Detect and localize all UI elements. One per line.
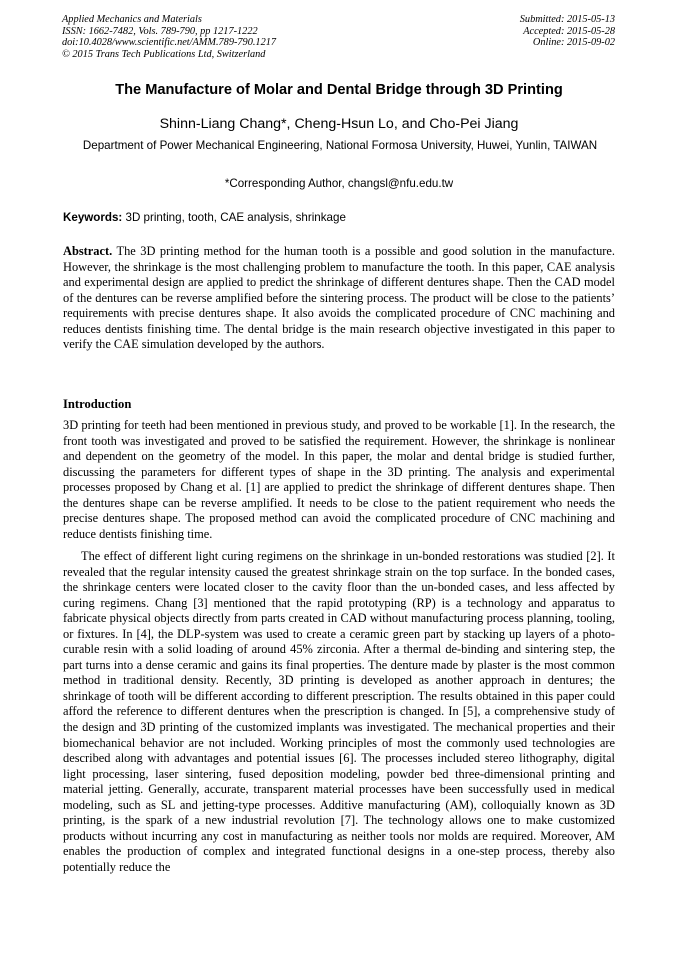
accepted-date: Accepted: 2015-05-28 xyxy=(523,25,615,37)
online-date: Online: 2015-09-02 xyxy=(532,37,615,49)
abstract-text: The 3D printing method for the human tooth is a possible and good solution in the manufacture. However, the shrinkage is the most challenging problem to manufacture the tooth. In this paper, CAE analysis and experimental design are applied to predict the shrinkage of different dentures shape. Then the CAD model of the dentures can be reverse amplified before the sintering process. The product will be close to the patients’ requirements with precise dentures shape. It also avoids the complicated procedure of CNC machining and reduces dentists finishing time. The dental bridge is the main research objective investigated in this paper to verify the CAE simulation developed by the authors. xyxy=(63,244,615,352)
author-list: Shinn-Liang Chang*, Cheng-Hsun Lo, and Cho-Pei Jiang xyxy=(159,116,519,132)
doi-line: doi:10.4028/www.scientific.net/AMM.789-790.1217 xyxy=(62,37,277,49)
keywords-label: Keywords: xyxy=(63,211,123,224)
section-heading-introduction: Introduction xyxy=(63,397,132,411)
keywords-text: 3D printing, tooth, CAE analysis, shrinkage xyxy=(122,211,346,224)
submitted-date: Submitted: 2015-05-13 xyxy=(519,14,615,25)
publication-dates xyxy=(520,14,615,49)
introduction-paragraph-2: The effect of different light curing regimens on the shrinkage in un-bonded restorations was studied [2]. It revealed that the regular intensity caused the greatest shrinkage strain on the top surface. In the bonded cases, the shrinkage centers were located closer to the cavity floor than the un-bonded cases, and less affected by curing regimens. Chang [3] mentioned that the rapid prototyping (RP) is a technology and apparatus to fabricate physical objects directly from parts created in CAD without manufacturing process planning, tooling, or fixtures. In [4], the DLP-system was used to create a ceramic green part by stacking up layers of a photo-curable resin with a solid loading of around 45% zirconia. After a thermal de-binding and sintering step, the part turns into a dense ceramic and gains its final properties. The denture made by plaster is the most common method in traditional density. Recently, 3D printing is developed as another approach in dentures; the shrinkage of tooth will be different according to different prescription. The results obtained in this paper could afford the reference to different dentures when the prescription is changed. In [5], a comprehensive study of the design and 3D printing of the customized implants was investigated. The mechanical properties and their biomechanical behavior are not included. Working principles of most the commonly used technologies are described along with advantages and potential issues [6]. The processes included stereo lithography, digital light processing, laser sintering, fused deposition modeling, powder bed three-dimensional printing and material jetting. Generally, accurate, transparent material processes have been successfully used in medical modeling, such as SL and jetting-type processes. Additive manufacturing (AM), colloquially known as 3D printing, is the spark of a new industrial revolution [7]. The technology allows one to make customized products without incurring any cost in manufacturing as neither tools nor molds are required. Moreover, AM enables the production of complex and integrated functional designs in a one-step process, thereby also potentially reduce the xyxy=(63,549,615,874)
keywords xyxy=(63,210,615,225)
corresponding-author: *Corresponding Author, changsl@nfu.edu.tw xyxy=(224,177,454,190)
affiliation: Department of Power Mechanical Engineering, National Formosa University, Huwei, Yunlin, TAIWAN xyxy=(82,139,598,152)
journal-name: Applied Mechanics and Materials xyxy=(62,14,202,25)
publication-header xyxy=(62,14,276,60)
issn-line: ISSN: 1662-7482, Vols. 789-790, pp 1217-1222 xyxy=(62,25,258,37)
copyright-line: © 2015 Trans Tech Publications Ltd, Switzerland xyxy=(62,48,266,60)
introduction-paragraph-1: 3D printing for teeth had been mentioned in previous study, and proved to be workable [1]. In the research, the front tooth was investigated and proved to be satisfied the requirement. However, the shrinkage is nonlinear and dependent on the geometry of the model. In this paper, the molar and dental bridge is studied further, discussing the parameters for different types of shape in the 3D printing. The analysis and experimental processes proposed by Chang et al. [1] are applied to predict the shrinkage of different dentures shape. Then the dentures shape can be reverse amplified. It needs to be close to the patient requirement who needs the precise dentures shape. The proposed method can avoid the complicated procedure of CNC machining and reduce dentists finishing time. xyxy=(63,418,615,541)
abstract-label: Abstract. xyxy=(63,244,113,258)
paper-title: The Manufacture of Molar and Dental Bridge through 3D Printing xyxy=(115,82,563,98)
abstract xyxy=(63,244,615,353)
